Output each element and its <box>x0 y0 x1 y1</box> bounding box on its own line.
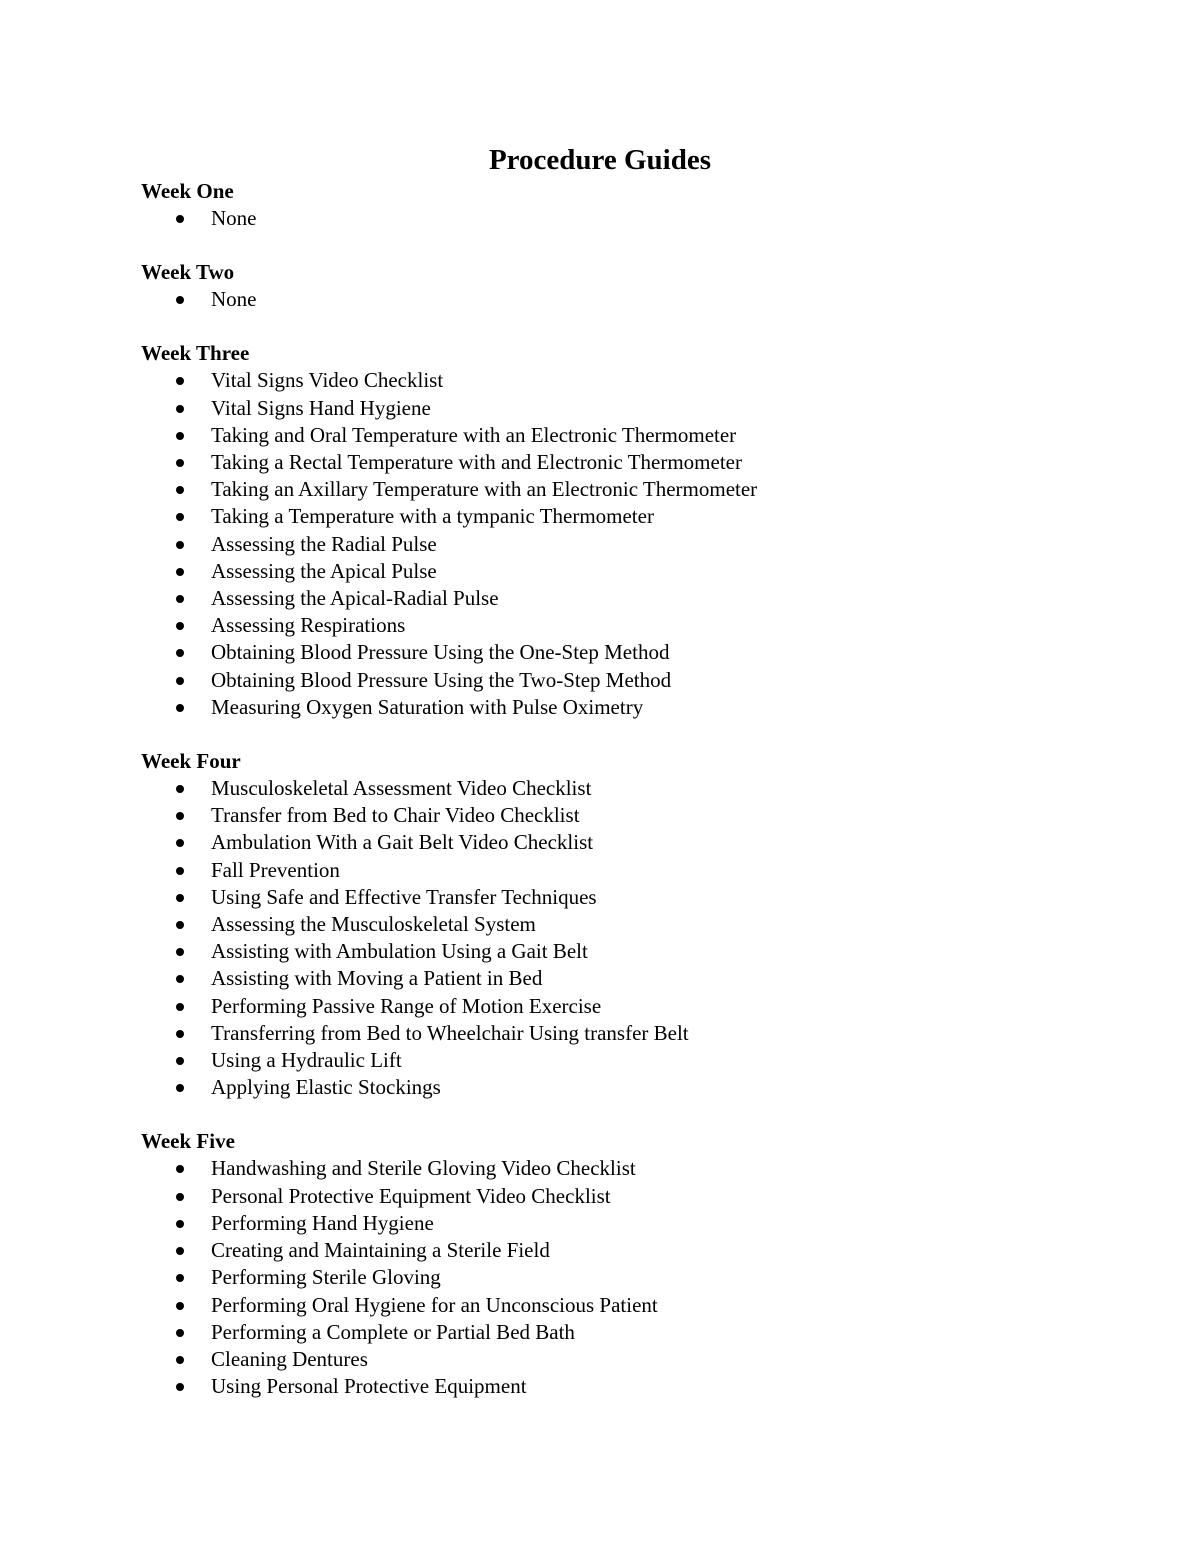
list-item-text: Applying Elastic Stockings <box>211 1075 441 1100</box>
week-section <box>141 178 1141 232</box>
list-item-text: Assisting with Moving a Patient in Bed <box>211 966 543 991</box>
list-item <box>141 367 1141 394</box>
bullet-icon <box>176 513 184 521</box>
bullet-icon <box>176 975 184 983</box>
procedure-list <box>141 286 1141 313</box>
week-section <box>141 259 1141 313</box>
list-item-text: None <box>211 287 257 312</box>
list-item-text: Using a Hydraulic Lift <box>211 1048 402 1073</box>
bullet-icon <box>176 1274 184 1282</box>
list-item-text: Performing Passive Range of Motion Exercise <box>211 993 602 1018</box>
list-item <box>141 558 1141 585</box>
list-item-text: Measuring Oxygen Saturation with Pulse Oximetry <box>211 694 644 719</box>
bullet-icon <box>176 839 184 847</box>
list-item <box>141 1292 1141 1319</box>
list-item <box>141 775 1141 802</box>
procedure-list <box>141 775 1141 1101</box>
list-item-text: Performing Hand Hygiene <box>211 1210 434 1235</box>
list-item <box>141 476 1141 503</box>
document-body <box>141 178 1141 1427</box>
list-item <box>141 938 1141 965</box>
bullet-icon <box>176 486 184 494</box>
list-item <box>141 802 1141 829</box>
bullet-icon <box>176 1057 184 1065</box>
bullet-icon <box>176 432 184 440</box>
list-item-text: Obtaining Blood Pressure Using the One-Step Method <box>211 640 670 665</box>
list-item <box>141 965 1141 992</box>
list-item <box>141 639 1141 666</box>
list-item <box>141 531 1141 558</box>
list-item <box>141 286 1141 313</box>
list-item-text: Taking an Axillary Temperature with an Electronic Thermometer <box>211 477 758 502</box>
list-item-text: Assessing the Apical Pulse <box>211 558 437 583</box>
list-item <box>141 503 1141 530</box>
list-item-text: Taking a Rectal Temperature with and Electronic Thermometer <box>211 450 742 475</box>
list-item <box>141 1210 1141 1237</box>
bullet-icon <box>176 622 184 630</box>
bullet-icon <box>176 377 184 385</box>
list-item <box>141 1373 1141 1400</box>
section-heading: Week Five <box>141 1129 235 1154</box>
list-item-text: Assessing the Musculoskeletal System <box>211 912 536 937</box>
document-title: Procedure Guides <box>488 144 712 176</box>
procedure-list <box>141 205 1141 232</box>
procedure-list <box>141 1155 1141 1400</box>
week-section <box>141 748 1141 1101</box>
bullet-icon <box>176 921 184 929</box>
list-item-text: Using Personal Protective Equipment <box>211 1374 527 1399</box>
bullet-icon <box>176 649 184 657</box>
list-item <box>141 205 1141 232</box>
list-item-text: Assisting with Ambulation Using a Gait Belt <box>211 939 588 964</box>
week-section <box>141 340 1141 721</box>
bullet-icon <box>176 1329 184 1337</box>
list-item <box>141 1264 1141 1291</box>
bullet-icon <box>176 459 184 467</box>
list-item <box>141 585 1141 612</box>
list-item <box>141 694 1141 721</box>
bullet-icon <box>176 296 184 304</box>
bullet-icon <box>176 677 184 685</box>
list-item-text: Fall Prevention <box>211 857 340 882</box>
list-item-text: Vital Signs Video Checklist <box>211 368 444 393</box>
list-item <box>141 395 1141 422</box>
list-item-text: None <box>211 206 257 230</box>
list-item <box>141 1020 1141 1047</box>
bullet-icon <box>176 541 184 549</box>
bullet-icon <box>176 1003 184 1011</box>
list-item-text: Ambulation With a Gait Belt Video Checklist <box>211 830 594 855</box>
list-item-text: Assessing the Radial Pulse <box>211 531 437 556</box>
bullet-icon <box>176 1302 184 1310</box>
list-item <box>141 1183 1141 1210</box>
bullet-icon <box>176 1084 184 1092</box>
list-item <box>141 857 1141 884</box>
list-item <box>141 612 1141 639</box>
list-item-text: Personal Protective Equipment Video Checklist <box>211 1183 611 1208</box>
section-heading: Week Three <box>141 341 250 366</box>
bullet-icon <box>176 894 184 902</box>
list-item-text: Using Safe and Effective Transfer Techniques <box>211 884 597 909</box>
list-item-text: Assessing the Apical-Radial Pulse <box>211 586 499 611</box>
bullet-icon <box>176 595 184 603</box>
section-heading: Week One <box>141 179 234 203</box>
section-heading: Week Two <box>141 260 235 285</box>
week-section <box>141 1128 1141 1400</box>
list-item <box>141 1237 1141 1264</box>
section-heading: Week Four <box>141 749 241 774</box>
bullet-icon <box>176 1165 184 1173</box>
bullet-icon <box>176 785 184 793</box>
bullet-icon <box>176 1030 184 1038</box>
bullet-icon <box>176 215 184 223</box>
list-item-text: Performing Sterile Gloving <box>211 1265 441 1290</box>
list-item <box>141 1346 1141 1373</box>
bullet-icon <box>176 1356 184 1364</box>
bullet-icon <box>176 704 184 712</box>
list-item <box>141 884 1141 911</box>
list-item-text: Assessing Respirations <box>211 613 406 638</box>
list-item <box>141 1074 1141 1101</box>
bullet-icon <box>176 812 184 820</box>
list-item <box>141 829 1141 856</box>
list-item <box>141 1319 1141 1346</box>
bullet-icon <box>176 1383 184 1391</box>
bullet-icon <box>176 568 184 576</box>
list-item <box>141 911 1141 938</box>
bullet-icon <box>176 1193 184 1201</box>
list-item-text: Transferring from Bed to Wheelchair Using transfer Belt <box>211 1020 689 1045</box>
list-item <box>141 422 1141 449</box>
list-item-text: Performing Oral Hygiene for an Unconscious Patient <box>211 1292 658 1317</box>
list-item-text: Handwashing and Sterile Gloving Video Checklist <box>211 1156 636 1181</box>
bullet-icon <box>176 948 184 956</box>
list-item-text: Transfer from Bed to Chair Video Checklist <box>211 803 580 828</box>
bullet-icon <box>176 405 184 413</box>
bullet-icon <box>176 1220 184 1228</box>
list-item <box>141 1155 1141 1182</box>
list-item-text: Creating and Maintaining a Sterile Field <box>211 1238 550 1263</box>
list-item <box>141 667 1141 694</box>
list-item <box>141 1047 1141 1074</box>
list-item-text: Musculoskeletal Assessment Video Checklist <box>211 776 592 801</box>
procedure-list <box>141 367 1141 721</box>
list-item <box>141 993 1141 1020</box>
list-item-text: Performing a Complete or Partial Bed Bath <box>211 1319 575 1344</box>
bullet-icon <box>176 1247 184 1255</box>
list-item-text: Cleaning Dentures <box>211 1346 368 1371</box>
list-item <box>141 449 1141 476</box>
bullet-icon <box>176 867 184 875</box>
list-item-text: Vital Signs Hand Hygiene <box>211 395 431 420</box>
list-item-text: Taking a Temperature with a tympanic Thermometer <box>211 504 654 529</box>
list-item-text: Taking and Oral Temperature with an Electronic Thermometer <box>211 422 737 447</box>
list-item-text: Obtaining Blood Pressure Using the Two-Step Method <box>211 667 672 692</box>
